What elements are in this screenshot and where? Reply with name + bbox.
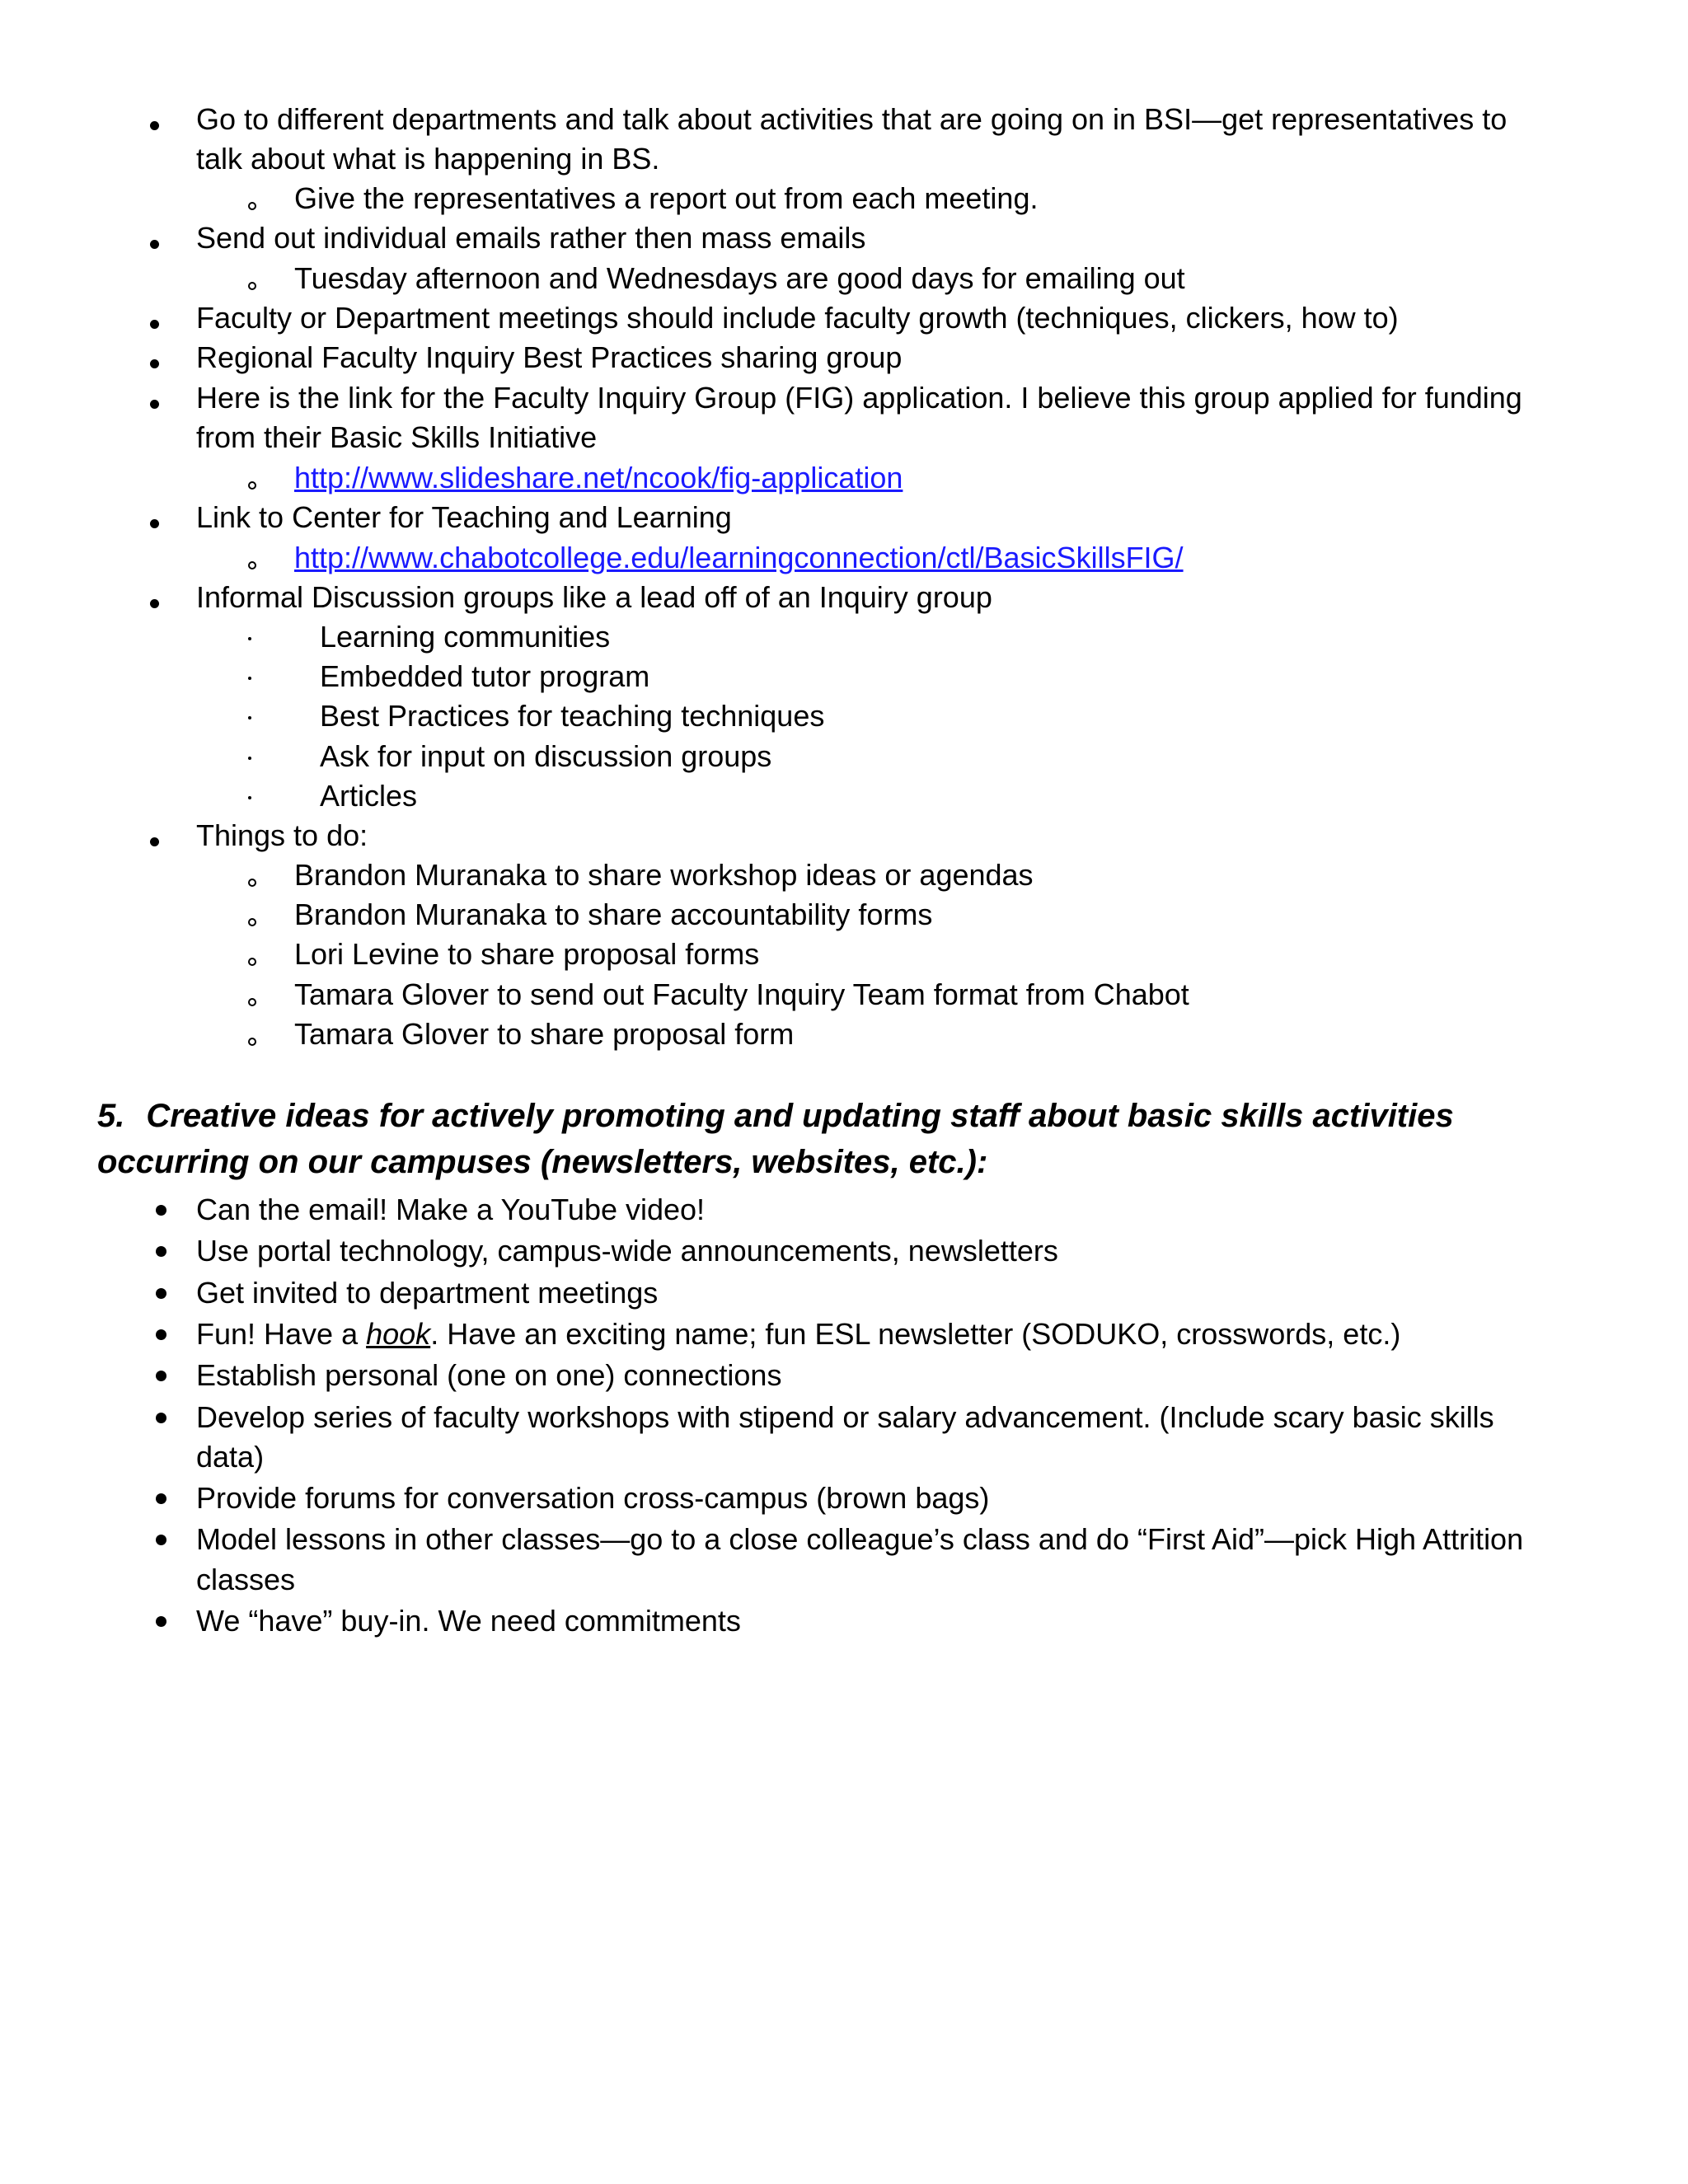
- list-item-text: Go to different departments and talk about activities that are going on in BSI—get representatives to: [196, 102, 1507, 136]
- bullet: [150, 400, 159, 409]
- list-item-text: Can the email! Make a YouTube video!: [196, 1193, 706, 1226]
- text-segment: Fun! Have a: [196, 1317, 367, 1351]
- bullet: [156, 1288, 166, 1299]
- sub-bullet: [248, 879, 256, 887]
- sub-bullet: [248, 918, 256, 926]
- ctl-basic-skills-fig-link[interactable]: http://www.chabotcollege.edu/learningconnection/ctl/BasicSkillsFIG/: [294, 541, 1184, 574]
- sub-bullet: [248, 796, 251, 799]
- list-item-text: Model lessons in other classes—go to a close colleague’s class and do “First Aid”—pick High Attrition: [196, 1522, 1524, 1556]
- list-item-text-continued: talk about what is happening in BS.: [196, 142, 660, 176]
- section-number: 5.: [97, 1098, 125, 1134]
- sub-list-item-link-line: [294, 458, 903, 498]
- sub-list-item-text: Tuesday afternoon and Wednesdays are good days for emailing out: [294, 261, 1185, 295]
- list-item-text: Get invited to department meetings: [196, 1276, 659, 1310]
- sub-list-item-text: Learning communities: [320, 620, 611, 654]
- list-item-text: We “have” buy-in. We need commitments: [196, 1604, 741, 1638]
- bullet: [156, 1329, 166, 1340]
- bullet: [150, 599, 159, 608]
- sub-list-item-text: Brandon Muranaka to share workshop ideas or agendas: [294, 858, 1034, 892]
- list-item-text-continued: data): [196, 1440, 265, 1474]
- sub-bullet: [248, 716, 251, 719]
- bullet: [156, 1371, 166, 1381]
- bullet: [150, 240, 159, 249]
- sub-list-item-text: Embedded tutor program: [320, 659, 650, 693]
- bullet: [156, 1205, 166, 1216]
- list-item-text: Use portal technology, campus-wide announcements, newsletters: [196, 1234, 1058, 1268]
- bullet: [156, 1413, 166, 1423]
- sub-list-item-text: Lori Levine to share proposal forms: [294, 937, 760, 971]
- list-item-text: Faculty or Department meetings should include faculty growth (techniques, clickers, how to): [196, 301, 1399, 335]
- bullet: [156, 1616, 166, 1627]
- list-item-text: [196, 1315, 1400, 1354]
- sub-bullet: [248, 1038, 256, 1046]
- list-item-text-continued: classes: [196, 1563, 296, 1596]
- sub-list-item-link-line: [294, 538, 1184, 578]
- section-heading-line1: Creative ideas for actively promoting and updating staff about basic skills activities: [146, 1098, 1454, 1134]
- sub-list-item-text: Give the representatives a report out from each meeting.: [294, 181, 1039, 215]
- sub-list-item-text: Brandon Muranaka to share accountability forms: [294, 898, 933, 931]
- bullet: [156, 1535, 166, 1545]
- sub-list-item-text: Tamara Glover to send out Faculty Inquiry Team format from Chabot: [294, 977, 1189, 1011]
- bullet: [150, 121, 159, 130]
- sub-bullet: [248, 561, 256, 569]
- text-segment: . Have an exciting name; fun ESL newsletter (SODUKO, crosswords, etc.): [430, 1317, 1401, 1351]
- sub-list-item-text: Tamara Glover to share proposal form: [294, 1017, 795, 1051]
- sub-bullet: [248, 677, 251, 680]
- bullet: [156, 1493, 166, 1504]
- bullet: [150, 359, 159, 368]
- bullet: [150, 320, 159, 329]
- bullet: [156, 1246, 166, 1257]
- fig-application-link[interactable]: http://www.slideshare.net/ncook/fig-application: [294, 461, 903, 494]
- sub-bullet: [248, 637, 251, 640]
- list-item-text: Develop series of faculty workshops with stipend or salary advancement. (Include scary basic skills: [196, 1400, 1494, 1434]
- bullet: [150, 837, 159, 846]
- list-item-text: Regional Faculty Inquiry Best Practices sharing group: [196, 340, 903, 374]
- sub-bullet: [248, 202, 256, 210]
- list-item-text: Informal Discussion groups like a lead off of an Inquiry group: [196, 580, 992, 614]
- list-item-text-continued: from their Basic Skills Initiative: [196, 420, 598, 454]
- list-item-text: Link to Center for Teaching and Learning: [196, 500, 732, 534]
- list-item-text: Here is the link for the Faculty Inquiry Group (FIG) application. I believe this group applied for funding: [196, 381, 1522, 415]
- sub-bullet: [248, 757, 251, 760]
- sub-list-item-text: Articles: [320, 779, 418, 813]
- list-item-text: Things to do:: [196, 818, 368, 852]
- sub-bullet: [248, 481, 256, 490]
- sub-bullet: [248, 958, 256, 966]
- hook-emphasis: hook: [366, 1317, 431, 1351]
- section-heading-line2: occurring on our campuses (newsletters, websites, etc.):: [97, 1144, 988, 1180]
- list-item-text: Provide forums for conversation cross-campus (brown bags): [196, 1481, 990, 1515]
- sub-list-item-text: Ask for input on discussion groups: [320, 739, 772, 773]
- sub-bullet: [248, 282, 256, 290]
- sub-list-item-text: Best Practices for teaching techniques: [320, 699, 825, 733]
- list-item-text: Establish personal (one on one) connections: [196, 1358, 782, 1392]
- list-item-text: Send out individual emails rather then mass emails: [196, 221, 866, 255]
- sub-bullet: [248, 998, 256, 1006]
- bullet: [150, 519, 159, 528]
- section-heading: [97, 1093, 1454, 1139]
